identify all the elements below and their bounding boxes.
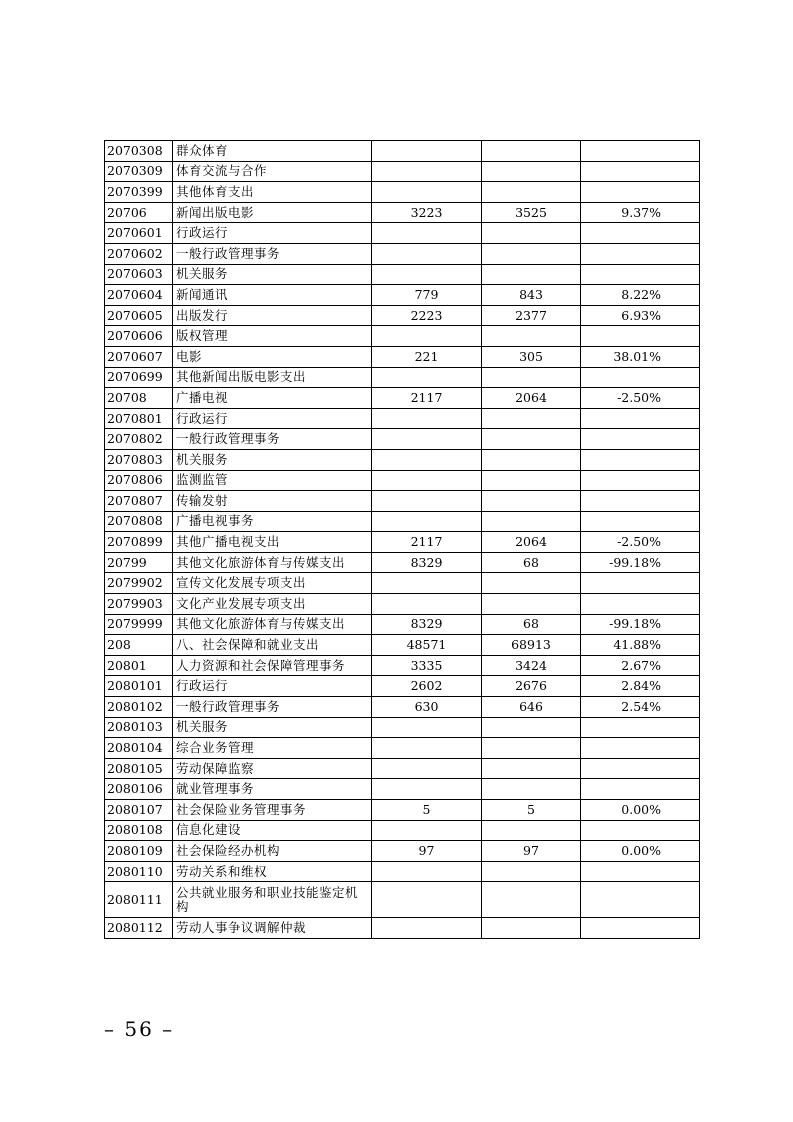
name-cell: 八、社会保障和就业支出	[173, 635, 372, 656]
name-cell: 传输发射	[173, 491, 372, 512]
code-cell: 2080109	[105, 841, 173, 862]
percent-cell	[581, 758, 700, 779]
value-cell-2	[482, 429, 581, 450]
value-cell-2	[482, 511, 581, 532]
value-cell-2: 2377	[482, 305, 581, 326]
value-cell-2	[482, 141, 581, 162]
value-cell-2: 305	[482, 346, 581, 367]
percent-cell	[581, 594, 700, 615]
code-cell: 2070806	[105, 470, 173, 491]
value-cell-2	[482, 161, 581, 182]
name-cell: 新闻通讯	[173, 285, 372, 306]
code-cell: 2070802	[105, 429, 173, 450]
name-cell: 社会保险经办机构	[173, 841, 372, 862]
table-row	[105, 738, 700, 759]
table-row	[105, 161, 700, 182]
name-cell: 文化产业发展专项支出	[173, 594, 372, 615]
percent-cell	[581, 326, 700, 347]
budget-table-container	[104, 140, 699, 939]
value-cell-2	[482, 243, 581, 264]
table-row	[105, 388, 700, 409]
code-cell: 2070399	[105, 182, 173, 203]
value-cell-2	[482, 367, 581, 388]
value-cell-2	[482, 264, 581, 285]
percent-cell: 8.22%	[581, 285, 700, 306]
name-cell: 其他广播电视支出	[173, 532, 372, 553]
name-cell: 机关服务	[173, 717, 372, 738]
name-cell: 机关服务	[173, 264, 372, 285]
code-cell: 2070808	[105, 511, 173, 532]
value-cell-2	[482, 861, 581, 882]
value-cell-2: 3525	[482, 202, 581, 223]
table-row	[105, 717, 700, 738]
value-cell-1	[372, 470, 482, 491]
code-cell: 2080102	[105, 697, 173, 718]
value-cell-1	[372, 449, 482, 470]
name-cell: 劳动关系和维权	[173, 861, 372, 882]
table-body	[105, 141, 700, 939]
percent-cell: 38.01%	[581, 346, 700, 367]
percent-cell: 9.37%	[581, 202, 700, 223]
table-row	[105, 552, 700, 573]
value-cell-2	[482, 594, 581, 615]
percent-cell	[581, 573, 700, 594]
table-row	[105, 470, 700, 491]
name-cell: 一般行政管理事务	[173, 697, 372, 718]
table-row	[105, 243, 700, 264]
percent-cell	[581, 161, 700, 182]
name-cell: 宣传文化发展专项支出	[173, 573, 372, 594]
table-row	[105, 779, 700, 800]
code-cell: 2080110	[105, 861, 173, 882]
name-cell: 监测监管	[173, 470, 372, 491]
value-cell-1	[372, 861, 482, 882]
percent-cell: 41.88%	[581, 635, 700, 656]
value-cell-2	[482, 470, 581, 491]
percent-cell	[581, 861, 700, 882]
name-cell: 信息化建设	[173, 820, 372, 841]
code-cell: 2079903	[105, 594, 173, 615]
value-cell-1: 5	[372, 800, 482, 821]
name-cell: 综合业务管理	[173, 738, 372, 759]
code-cell: 2070699	[105, 367, 173, 388]
value-cell-1: 2223	[372, 305, 482, 326]
value-cell-1: 779	[372, 285, 482, 306]
code-cell: 2070308	[105, 141, 173, 162]
value-cell-2: 97	[482, 841, 581, 862]
code-cell: 2070606	[105, 326, 173, 347]
value-cell-1	[372, 758, 482, 779]
percent-cell	[581, 882, 700, 918]
value-cell-1	[372, 264, 482, 285]
value-cell-1	[372, 326, 482, 347]
table-row	[105, 841, 700, 862]
table-row	[105, 882, 700, 918]
code-cell: 20708	[105, 388, 173, 409]
code-cell: 2070607	[105, 346, 173, 367]
table-row	[105, 573, 700, 594]
table-row	[105, 449, 700, 470]
value-cell-1	[372, 573, 482, 594]
table-row	[105, 223, 700, 244]
percent-cell	[581, 141, 700, 162]
table-row	[105, 429, 700, 450]
name-cell: 行政运行	[173, 676, 372, 697]
percent-cell	[581, 717, 700, 738]
value-cell-2	[482, 779, 581, 800]
percent-cell: 2.84%	[581, 676, 700, 697]
code-cell: 2079999	[105, 614, 173, 635]
table-row	[105, 202, 700, 223]
name-cell: 广播电视事务	[173, 511, 372, 532]
value-cell-1: 8329	[372, 614, 482, 635]
percent-cell: 2.67%	[581, 655, 700, 676]
name-cell: 其他文化旅游体育与传媒支出	[173, 614, 372, 635]
value-cell-2: 2676	[482, 676, 581, 697]
budget-table	[104, 140, 700, 939]
code-cell: 2080104	[105, 738, 173, 759]
table-row	[105, 141, 700, 162]
table-row	[105, 758, 700, 779]
name-cell: 劳动保障监察	[173, 758, 372, 779]
table-row	[105, 655, 700, 676]
value-cell-2	[482, 408, 581, 429]
code-cell: 2070602	[105, 243, 173, 264]
value-cell-1	[372, 779, 482, 800]
percent-cell: 0.00%	[581, 841, 700, 862]
percent-cell	[581, 182, 700, 203]
value-cell-1	[372, 882, 482, 918]
value-cell-1	[372, 820, 482, 841]
name-cell: 体育交流与合作	[173, 161, 372, 182]
value-cell-2	[482, 758, 581, 779]
code-cell: 2080107	[105, 800, 173, 821]
percent-cell	[581, 367, 700, 388]
value-cell-2	[482, 182, 581, 203]
code-cell: 20799	[105, 552, 173, 573]
value-cell-2: 5	[482, 800, 581, 821]
value-cell-2	[482, 223, 581, 244]
table-row	[105, 676, 700, 697]
table-row	[105, 305, 700, 326]
value-cell-1: 8329	[372, 552, 482, 573]
percent-cell	[581, 223, 700, 244]
percent-cell	[581, 264, 700, 285]
value-cell-1	[372, 918, 482, 939]
name-cell: 就业管理事务	[173, 779, 372, 800]
value-cell-2	[482, 449, 581, 470]
value-cell-2: 68913	[482, 635, 581, 656]
table-row	[105, 918, 700, 939]
page-number: – 56 –	[104, 1017, 175, 1041]
value-cell-2: 2064	[482, 388, 581, 409]
percent-cell: -99.18%	[581, 614, 700, 635]
name-cell: 人力资源和社会保障管理事务	[173, 655, 372, 676]
value-cell-1	[372, 223, 482, 244]
percent-cell: -2.50%	[581, 532, 700, 553]
code-cell: 2070801	[105, 408, 173, 429]
table-row	[105, 491, 700, 512]
value-cell-1: 221	[372, 346, 482, 367]
value-cell-1: 2117	[372, 388, 482, 409]
code-cell: 2080101	[105, 676, 173, 697]
code-cell: 208	[105, 635, 173, 656]
value-cell-1: 2117	[372, 532, 482, 553]
name-cell: 公共就业服务和职业技能鉴定机构	[173, 882, 372, 918]
percent-cell	[581, 491, 700, 512]
value-cell-2	[482, 573, 581, 594]
code-cell: 2080108	[105, 820, 173, 841]
table-row	[105, 697, 700, 718]
value-cell-1	[372, 511, 482, 532]
name-cell: 机关服务	[173, 449, 372, 470]
code-cell: 2080106	[105, 779, 173, 800]
percent-cell: 6.93%	[581, 305, 700, 326]
table-row	[105, 594, 700, 615]
table-row	[105, 861, 700, 882]
percent-cell	[581, 429, 700, 450]
value-cell-1: 97	[372, 841, 482, 862]
value-cell-2: 2064	[482, 532, 581, 553]
value-cell-1	[372, 491, 482, 512]
code-cell: 2070605	[105, 305, 173, 326]
percent-cell	[581, 511, 700, 532]
table-row	[105, 800, 700, 821]
value-cell-1: 3335	[372, 655, 482, 676]
percent-cell	[581, 470, 700, 491]
value-cell-1	[372, 243, 482, 264]
value-cell-2: 68	[482, 552, 581, 573]
percent-cell: 0.00%	[581, 800, 700, 821]
table-row	[105, 614, 700, 635]
name-cell: 劳动人事争议调解仲裁	[173, 918, 372, 939]
percent-cell: 2.54%	[581, 697, 700, 718]
table-row	[105, 367, 700, 388]
value-cell-1	[372, 594, 482, 615]
code-cell: 2079902	[105, 573, 173, 594]
table-row	[105, 408, 700, 429]
name-cell: 新闻出版电影	[173, 202, 372, 223]
table-row	[105, 635, 700, 656]
value-cell-2	[482, 820, 581, 841]
code-cell: 2070601	[105, 223, 173, 244]
table-row	[105, 511, 700, 532]
name-cell: 一般行政管理事务	[173, 429, 372, 450]
table-row	[105, 285, 700, 306]
code-cell: 2080111	[105, 882, 173, 918]
name-cell: 其他新闻出版电影支出	[173, 367, 372, 388]
percent-cell	[581, 243, 700, 264]
name-cell: 行政运行	[173, 408, 372, 429]
code-cell: 2080103	[105, 717, 173, 738]
value-cell-1: 630	[372, 697, 482, 718]
table-row	[105, 532, 700, 553]
value-cell-2: 3424	[482, 655, 581, 676]
code-cell: 2070604	[105, 285, 173, 306]
value-cell-1	[372, 429, 482, 450]
table-row	[105, 264, 700, 285]
value-cell-1	[372, 738, 482, 759]
percent-cell: -2.50%	[581, 388, 700, 409]
value-cell-1	[372, 717, 482, 738]
value-cell-2	[482, 491, 581, 512]
name-cell: 群众体育	[173, 141, 372, 162]
code-cell: 2070603	[105, 264, 173, 285]
percent-cell	[581, 779, 700, 800]
percent-cell	[581, 820, 700, 841]
code-cell: 2070309	[105, 161, 173, 182]
value-cell-1: 3223	[372, 202, 482, 223]
percent-cell	[581, 918, 700, 939]
value-cell-2	[482, 326, 581, 347]
name-cell: 社会保险业务管理事务	[173, 800, 372, 821]
code-cell: 20801	[105, 655, 173, 676]
code-cell: 2080105	[105, 758, 173, 779]
percent-cell	[581, 738, 700, 759]
name-cell: 行政运行	[173, 223, 372, 244]
value-cell-1	[372, 161, 482, 182]
value-cell-1: 48571	[372, 635, 482, 656]
name-cell: 版权管理	[173, 326, 372, 347]
value-cell-1: 2602	[372, 676, 482, 697]
code-cell: 20706	[105, 202, 173, 223]
value-cell-2	[482, 918, 581, 939]
value-cell-1	[372, 367, 482, 388]
value-cell-2: 68	[482, 614, 581, 635]
table-row	[105, 820, 700, 841]
name-cell: 其他体育支出	[173, 182, 372, 203]
value-cell-2	[482, 882, 581, 918]
value-cell-2: 843	[482, 285, 581, 306]
table-row	[105, 326, 700, 347]
percent-cell	[581, 408, 700, 429]
table-row	[105, 346, 700, 367]
code-cell: 2070803	[105, 449, 173, 470]
percent-cell: -99.18%	[581, 552, 700, 573]
percent-cell	[581, 449, 700, 470]
value-cell-1	[372, 182, 482, 203]
value-cell-2	[482, 738, 581, 759]
name-cell: 其他文化旅游体育与传媒支出	[173, 552, 372, 573]
table-row	[105, 182, 700, 203]
name-cell: 广播电视	[173, 388, 372, 409]
code-cell: 2080112	[105, 918, 173, 939]
value-cell-2	[482, 717, 581, 738]
name-cell: 电影	[173, 346, 372, 367]
name-cell: 出版发行	[173, 305, 372, 326]
value-cell-1	[372, 141, 482, 162]
name-cell: 一般行政管理事务	[173, 243, 372, 264]
code-cell: 2070807	[105, 491, 173, 512]
code-cell: 2070899	[105, 532, 173, 553]
value-cell-1	[372, 408, 482, 429]
value-cell-2: 646	[482, 697, 581, 718]
